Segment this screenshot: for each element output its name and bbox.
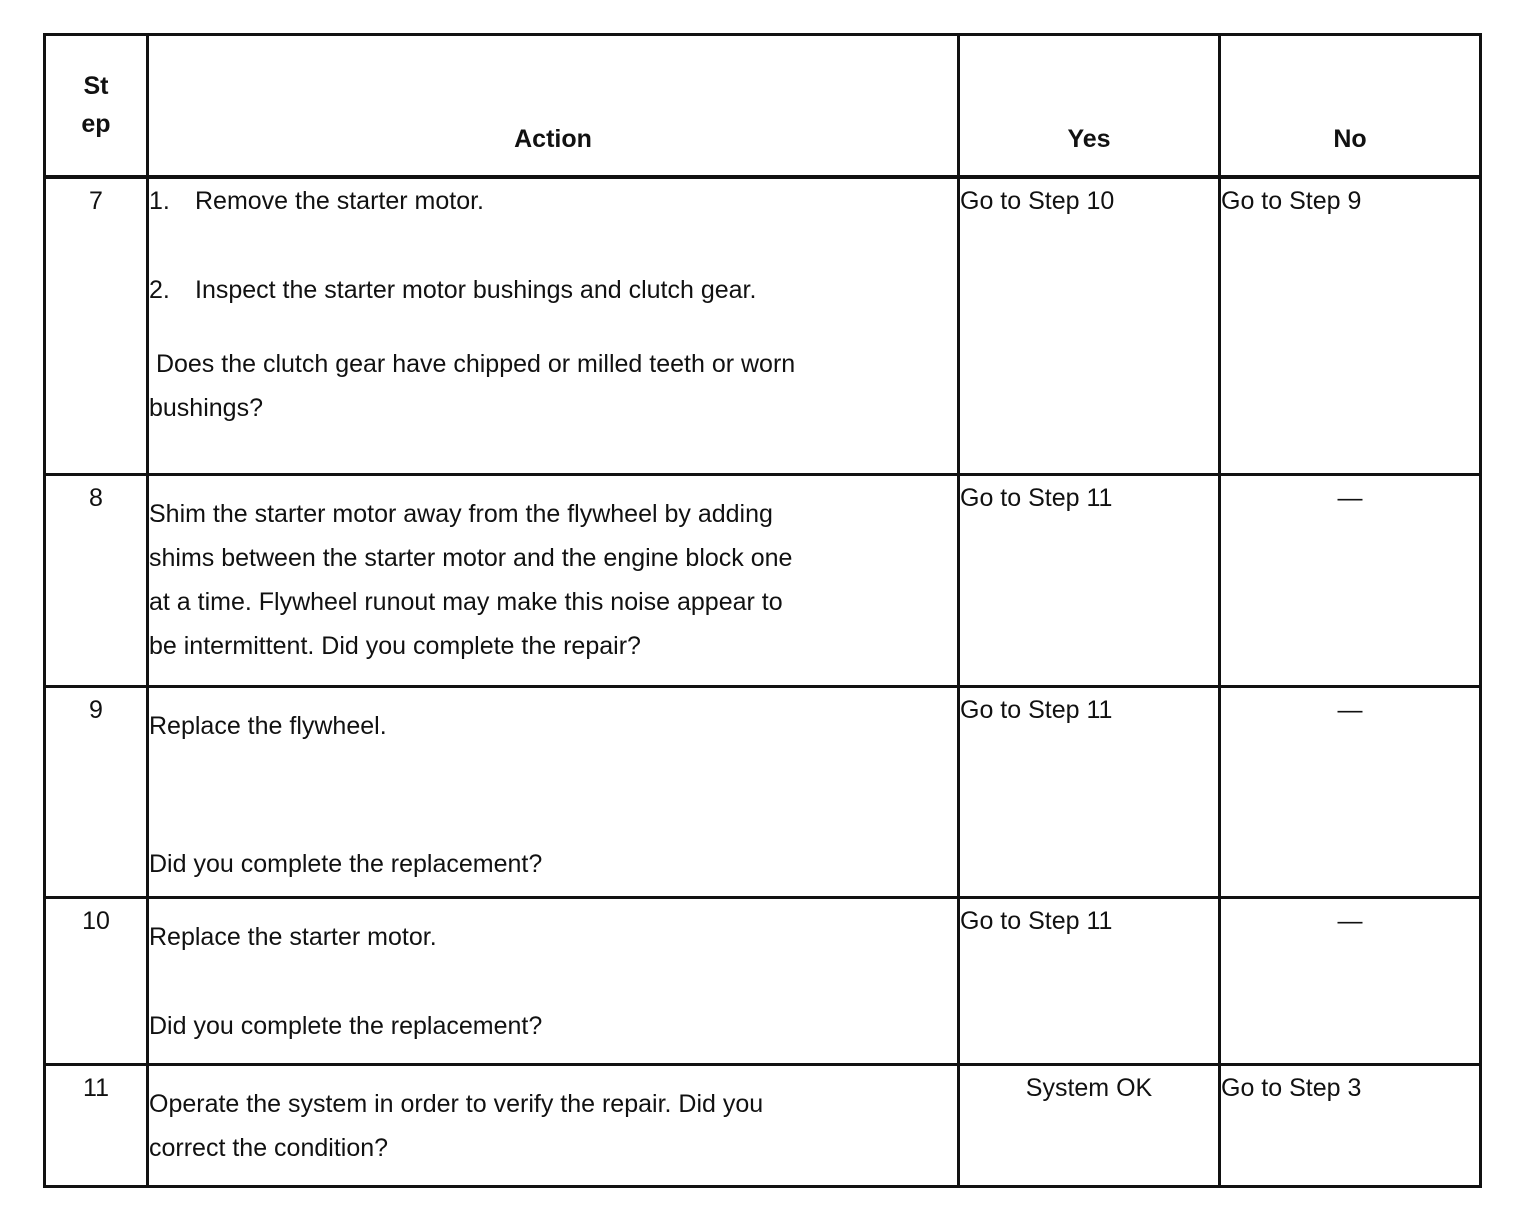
action-text-line: be intermittent. Did you complete the repair? bbox=[149, 631, 641, 660]
step-number: 9 bbox=[45, 686, 148, 897]
action-cell bbox=[148, 177, 959, 475]
action-text-line: correct the condition? bbox=[149, 1133, 389, 1162]
header-action: Action bbox=[148, 35, 959, 177]
table-row bbox=[45, 474, 1481, 686]
diagnostic-table bbox=[43, 33, 1482, 1188]
table-row bbox=[45, 686, 1481, 897]
header-no: No bbox=[1220, 35, 1481, 177]
action-text-line: Did you complete the replacement? bbox=[149, 1011, 543, 1040]
action-text-line: Replace the flywheel. bbox=[149, 711, 387, 740]
list-item bbox=[149, 268, 957, 312]
action-text-line: at a time. Flywheel runout may make this noise appear to bbox=[149, 587, 783, 616]
action-text-line: Did you complete the replacement? bbox=[149, 849, 543, 878]
list-item-text: Inspect the starter motor bushings and clutch gear. bbox=[195, 275, 757, 304]
yes-result: Go to Step 11 bbox=[959, 897, 1220, 1064]
list-item-number: 1. bbox=[149, 186, 170, 215]
table-row bbox=[45, 1064, 1481, 1186]
no-result: Go to Step 9 bbox=[1220, 177, 1481, 475]
list-item-text: Remove the starter motor. bbox=[195, 186, 485, 215]
action-cell bbox=[148, 897, 959, 1064]
header-step bbox=[45, 35, 148, 177]
yes-result: Go to Step 10 bbox=[959, 177, 1220, 475]
header-step-line2: ep bbox=[81, 110, 111, 139]
no-result: Go to Step 3 bbox=[1220, 1064, 1481, 1186]
table-header-row bbox=[45, 35, 1481, 177]
table-row bbox=[45, 897, 1481, 1064]
action-cell bbox=[148, 1064, 959, 1186]
yes-result: Go to Step 11 bbox=[959, 686, 1220, 897]
action-text-line: shims between the starter motor and the engine block one bbox=[149, 543, 793, 572]
action-cell bbox=[148, 474, 959, 686]
action-text-line: Shim the starter motor away from the flywheel by adding bbox=[149, 499, 773, 528]
step-number: 7 bbox=[45, 177, 148, 475]
no-result: — bbox=[1220, 474, 1481, 686]
action-text-line: Operate the system in order to verify the repair. Did you bbox=[149, 1089, 764, 1118]
no-result: — bbox=[1220, 686, 1481, 897]
step-number: 8 bbox=[45, 474, 148, 686]
yes-result: Go to Step 11 bbox=[959, 474, 1220, 686]
action-question-line2: bushings? bbox=[149, 393, 263, 422]
action-text-line: Replace the starter motor. bbox=[149, 922, 437, 951]
list-item-number: 2. bbox=[149, 275, 170, 304]
header-step-line1: St bbox=[83, 72, 109, 101]
action-cell bbox=[148, 686, 959, 897]
action-question-line1: Does the clutch gear have chipped or milled teeth or worn bbox=[149, 349, 796, 378]
step-number: 10 bbox=[45, 897, 148, 1064]
yes-result: System OK bbox=[959, 1064, 1220, 1186]
no-result: — bbox=[1220, 897, 1481, 1064]
table-row bbox=[45, 177, 1481, 475]
list-item bbox=[149, 179, 957, 223]
step-number: 11 bbox=[45, 1064, 148, 1186]
header-yes: Yes bbox=[959, 35, 1220, 177]
